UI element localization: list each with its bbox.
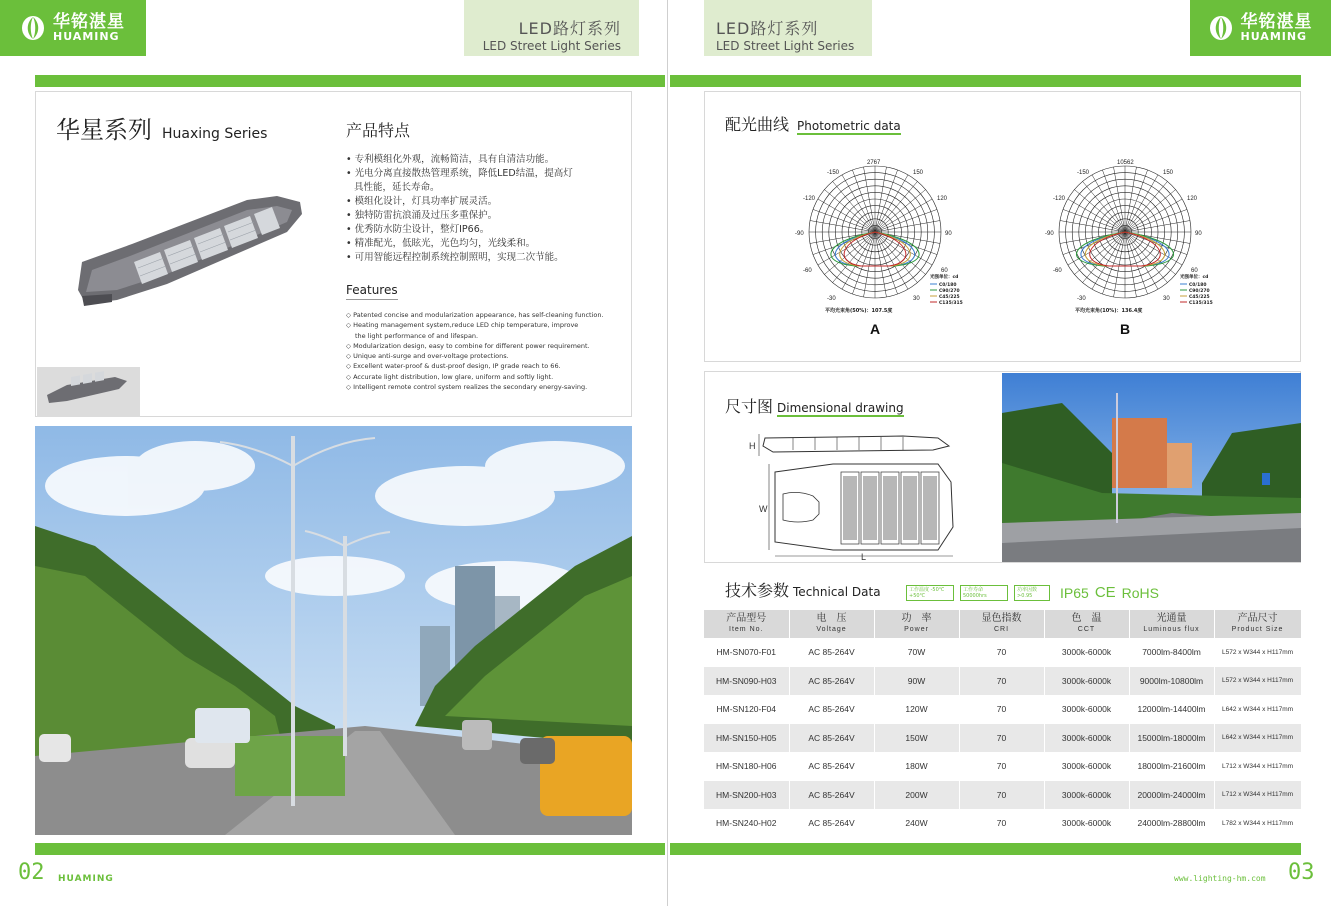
dimension-drawing	[749, 432, 963, 562]
angle-label: -30	[1077, 296, 1086, 302]
lifespan-badge: 工作寿命 50000hrs	[960, 585, 1008, 601]
table-cell: 3000k-6000k	[1044, 724, 1129, 753]
table-cell: 12000lm-14400lm	[1129, 695, 1214, 724]
table-cell: L572 x W344 x H117mm	[1214, 638, 1301, 667]
dimensions-heading-cn: 尺寸图	[725, 397, 774, 416]
power-factor-badge: 功率因数 >0.95	[1014, 585, 1050, 601]
brand-name-en-right: HUAMING	[1240, 30, 1308, 43]
table-cell: 70	[959, 781, 1044, 810]
col-voltage: 电 压 Voltage	[789, 610, 874, 638]
photometric-panel	[704, 91, 1301, 362]
angle-label: 150	[913, 170, 924, 176]
page-number-left: 02	[18, 860, 45, 885]
list-item: ◇ Patented concise and modularization appearance, has self-cleaning function.	[346, 311, 604, 319]
dim-h-label: H	[749, 441, 756, 451]
peak-label: 10562	[1117, 160, 1134, 166]
product-thumbnail[interactable]	[37, 367, 140, 417]
product-name-en: Huaxing Series	[162, 126, 268, 142]
street-photo-small	[1002, 373, 1301, 562]
list-item: • 独特防雷抗浪涌及过压多重保护。	[346, 210, 498, 221]
series-title-right: LED路灯系列	[716, 19, 819, 38]
dim-l-label: L	[861, 552, 867, 562]
list-item: • 光电分离直接散热管理系统，降低LED结温，提高灯	[346, 168, 573, 179]
features-en-heading: Features	[346, 283, 398, 300]
ce-mark: CE	[1094, 584, 1116, 601]
col-item-no: 产品型号 Item No.	[704, 610, 789, 638]
table-cell: 90W	[874, 667, 959, 696]
table-cell: 70	[959, 752, 1044, 781]
angle-label: -60	[803, 268, 812, 274]
table-cell: HM-SN120-F04	[704, 695, 789, 724]
beam-angle-label: 平均光束角(10%)：136.4度	[1075, 308, 1143, 314]
dimensions-panel	[704, 371, 1301, 563]
table-cell: 150W	[874, 724, 959, 753]
table-row	[704, 781, 1301, 810]
list-item: 具性能，延长寿命。	[354, 182, 440, 193]
list-item: ◇ Intelligent remote control system realizes the secondary energy-saving.	[346, 383, 588, 392]
logo-icon	[21, 15, 45, 41]
page-number-right: 03	[1288, 860, 1315, 885]
table-cell: 3000k-6000k	[1044, 752, 1129, 781]
angle-label: -150	[1077, 170, 1090, 176]
table-cell: HM-SN150-H05	[704, 724, 789, 753]
series-subtitle-left: LED Street Light Series	[482, 39, 621, 53]
legend-label: C90/270	[939, 289, 960, 294]
technical-heading-en: Technical Data	[793, 585, 881, 599]
table-cell: AC 85-264V	[789, 695, 874, 724]
list-item: • 优秀防水防尘设计，整灯IP66。	[346, 224, 490, 235]
legend-title: 光强单位：cd	[930, 275, 959, 280]
table-cell: 3000k-6000k	[1044, 695, 1129, 724]
list-item: the light performance of and lifespan.	[355, 331, 479, 340]
list-item: ◇ Excellent water-proof & dust-proof design, IP grade reach to 66.	[346, 362, 561, 371]
table-cell: 7000lm-8400lm	[1129, 638, 1214, 667]
table-cell: 9000lm-10800lm	[1129, 667, 1214, 696]
table-cell: 20000lm-24000lm	[1129, 781, 1214, 810]
features-cn-heading: 产品特点	[346, 121, 411, 140]
legend-label: C0/180	[1189, 283, 1207, 288]
ip-rating: IP65	[1060, 584, 1089, 601]
table-cell: 3000k-6000k	[1044, 809, 1129, 838]
brand-name-cn: 华铭湛星	[53, 12, 125, 32]
table-cell: 70	[959, 809, 1044, 838]
table-row	[704, 752, 1301, 781]
brand-logo-right	[1190, 0, 1331, 56]
angle-label: -30	[827, 296, 836, 302]
logo-icon	[1209, 15, 1233, 41]
table-cell: 240W	[874, 809, 959, 838]
dim-w-label: W	[759, 504, 768, 514]
table-header-row	[704, 610, 1301, 638]
peak-label: 2767	[867, 160, 881, 166]
list-item: ◇ Unique anti-surge and over-voltage protections.	[346, 352, 509, 361]
spec-table	[704, 610, 1302, 838]
col-product-size: 产品尺寸 Product Size	[1214, 610, 1301, 638]
table-row	[704, 695, 1301, 724]
table-cell: L642 x W344 x H117mm	[1214, 695, 1301, 724]
list-item: • 专利模组化外观，流畅简洁，具有自清洁功能。	[346, 154, 555, 165]
legend-label: C45/225	[1189, 295, 1210, 300]
table-cell: AC 85-264V	[789, 724, 874, 753]
series-title-left: LED路灯系列	[518, 19, 621, 38]
angle-label: -120	[1053, 196, 1066, 202]
table-cell: 180W	[874, 752, 959, 781]
angle-label: -120	[803, 196, 816, 202]
table-cell: 70W	[874, 638, 959, 667]
street-photo-large	[35, 426, 632, 835]
col-power: 功 率 Power	[874, 610, 959, 638]
table-cell: 70	[959, 724, 1044, 753]
table-cell: 200W	[874, 781, 959, 810]
angle-label: 90	[1195, 231, 1202, 237]
list-item: • 精准配光，低眩光，光色均匀，光线柔和。	[346, 238, 536, 249]
angle-label: 30	[1163, 296, 1170, 302]
photometric-heading-en: Photometric data	[797, 119, 901, 133]
legend-label: C45/225	[939, 295, 960, 300]
angle-label: 120	[937, 196, 948, 202]
rohs-mark: RoHS	[1121, 584, 1160, 601]
list-item: • 可用智能远程控制系统控制照明，实现二次节能。	[346, 252, 564, 263]
features-cn-list	[346, 153, 616, 265]
page-fold	[667, 0, 668, 906]
table-row	[704, 809, 1301, 838]
table-cell: HM-SN090-H03	[704, 667, 789, 696]
table-cell: HM-SN240-H02	[704, 809, 789, 838]
spec-table-wrap	[704, 610, 1301, 838]
table-cell: HM-SN200-H03	[704, 781, 789, 810]
photometric-heading-cn: 配光曲线	[725, 115, 790, 134]
chart-letter: A	[870, 321, 881, 337]
product-image	[72, 192, 332, 312]
table-cell: L782 x W344 x H117mm	[1214, 809, 1301, 838]
tech-badges	[906, 584, 1159, 601]
features-en-list	[346, 310, 616, 392]
table-cell: L712 x W344 x H117mm	[1214, 781, 1301, 810]
table-cell: L712 x W344 x H117mm	[1214, 752, 1301, 781]
legend-label: C90/270	[1189, 289, 1210, 294]
top-bar-right	[670, 75, 1301, 87]
table-cell: 3000k-6000k	[1044, 667, 1129, 696]
col-cct: 色 温 CCT	[1044, 610, 1129, 638]
angle-label: -150	[827, 170, 840, 176]
angle-label: 120	[1187, 196, 1198, 202]
angle-label: 60	[941, 268, 948, 274]
angle-label: 60	[1191, 268, 1198, 274]
angle-label: 150	[1163, 170, 1174, 176]
table-cell: 70	[959, 695, 1044, 724]
table-cell: L572 x W344 x H117mm	[1214, 667, 1301, 696]
legend-title: 光强单位：cd	[1180, 275, 1209, 280]
brand-logo-left	[0, 0, 146, 56]
product-name-cn: 华星系列	[56, 116, 152, 144]
product-panel	[35, 91, 632, 417]
angle-label: -90	[1045, 231, 1054, 237]
table-cell: AC 85-264V	[789, 638, 874, 667]
list-item: • 模组化设计，灯具功率扩展灵活。	[346, 196, 498, 207]
polar-chart-a	[795, 160, 1000, 400]
brand-name-cn-right: 华铭湛星	[1240, 12, 1313, 32]
beam-angle-label: 平均光束角(50%)：107.5度	[825, 308, 893, 314]
chart-letter: B	[1120, 321, 1131, 337]
bottom-bar-left	[35, 843, 665, 855]
list-item: ◇ Heating management system,reduce LED chip temperature, improve	[346, 321, 579, 330]
angle-label: 90	[945, 231, 952, 237]
table-cell: AC 85-264V	[789, 667, 874, 696]
table-row	[704, 724, 1301, 753]
legend-label: C135/315	[939, 301, 963, 306]
table-cell: 3000k-6000k	[1044, 638, 1129, 667]
list-item: ◇ Modularization design, easy to combine for different power requirement.	[346, 341, 590, 350]
angle-label: -60	[1053, 268, 1062, 274]
table-cell: 18000lm-21600lm	[1129, 752, 1214, 781]
table-row	[704, 638, 1301, 667]
table-cell: AC 85-264V	[789, 809, 874, 838]
table-cell: AC 85-264V	[789, 752, 874, 781]
col-luminous-flux: 光通量 Luminous flux	[1129, 610, 1214, 638]
legend-label: C135/315	[1189, 301, 1213, 306]
angle-label: 30	[913, 296, 920, 302]
col-cri: 显色指数 CRI	[959, 610, 1044, 638]
angle-label: -90	[795, 231, 804, 237]
footer-website[interactable]: www.lighting-hm.com	[1174, 874, 1266, 883]
top-bar-left	[35, 75, 665, 87]
table-cell: HM-SN180-H06	[704, 752, 789, 781]
list-item: ◇ Accurate light distribution, low glare, uniform and softly light.	[346, 372, 554, 381]
temperature-badge: 工作温度 -50℃ +50℃	[906, 585, 954, 601]
dimensions-heading-en: Dimensional drawing	[777, 401, 904, 415]
table-cell: L642 x W344 x H117mm	[1214, 724, 1301, 753]
technical-heading	[725, 578, 881, 601]
footer-brand: HUAMING	[58, 874, 114, 884]
bottom-bar-right	[670, 843, 1301, 855]
technical-heading-cn: 技术参数	[725, 581, 790, 600]
table-cell: AC 85-264V	[789, 781, 874, 810]
table-row	[704, 667, 1301, 696]
polar-chart-b	[1045, 160, 1250, 400]
header-series-right	[704, 0, 872, 56]
table-cell: 70	[959, 638, 1044, 667]
legend-label: C0/180	[939, 283, 957, 288]
header-series-left	[464, 0, 639, 56]
table-cell: HM-SN070-F01	[704, 638, 789, 667]
table-cell: 120W	[874, 695, 959, 724]
table-cell: 70	[959, 667, 1044, 696]
brand-name-en: HUAMING	[53, 30, 120, 43]
table-cell: 24000lm-28800lm	[1129, 809, 1214, 838]
table-cell: 15000lm-18000lm	[1129, 724, 1214, 753]
series-subtitle-right: LED Street Light Series	[716, 39, 855, 53]
table-cell: 3000k-6000k	[1044, 781, 1129, 810]
